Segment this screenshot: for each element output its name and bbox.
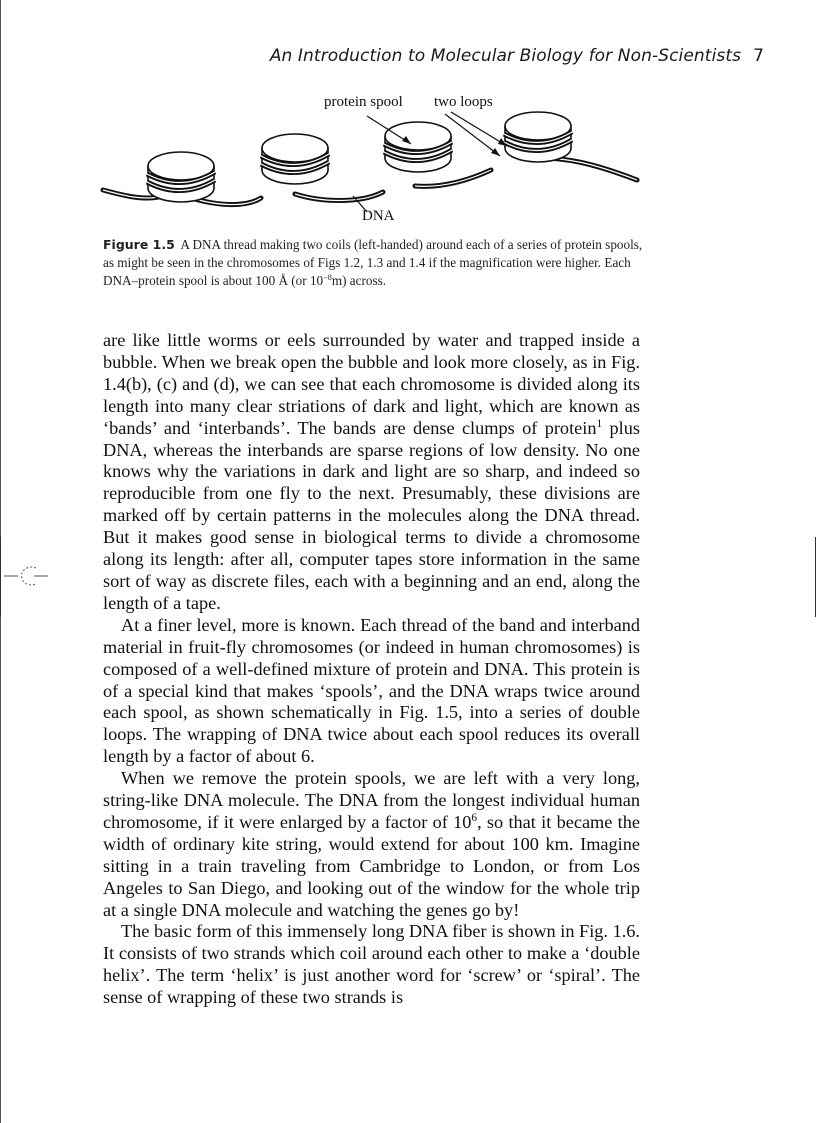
caption-text-end: m) across.	[331, 273, 387, 288]
paragraph-3-text-cont: , so that it became the width of ordinary kite string, would extend for about 100 km. Imagine sitting in a train traveling from Cambridge to London, or from Los Angeles to San Diego, and looking out of the window for the whole trip at a single DNA molecule and watching the genes go by!	[103, 811, 640, 920]
caption-exponent: −8	[323, 273, 332, 283]
paragraph-1-text: are like little worms or eels surrounded by water and trapped inside a bubble. When we break open the bubble and look more closely, as in Fig. 1.4(b), (c) and (d), we can see that each chromosome is divided along its length into many clear striations of dark and light, which are known as ‘bands’ and ‘interbands’. The bands are dense clumps of protein	[103, 330, 640, 438]
caption-text: A DNA thread making two coils (left-handed) around each of a series of protein spools, as might be seen in the chromosomes of Figs 1.2, 1.3 and 1.4 if the magnification were higher. Each DNA–protein spool is about 100 Å (or 10	[103, 237, 643, 288]
paragraph-4: The basic form of this immensely long DNA fiber is shown in Fig. 1.6. It consists of two strands which coil around each other to make a ‘double helix’. The term ‘helix’ is just another word for ‘screw’ or ‘spiral’. The sense of wrapping of these two strands is	[103, 921, 640, 1008]
footnote-ref-1: 1	[596, 417, 603, 430]
paragraph-2: At a finer level, more is known. Each thread of the band and interband material in fruit-fly chromosomes (or indeed in human chromosomes) is composed of a well-defined mixture of protein and DNA. This protein is of a special kind that makes ‘spools’, and the DNA wraps twice around each spool, as shown schematically in Fig. 1.5, into a series of double loops. The wrapping of DNA twice about each spool reduces its overall length by a factor of about 6.	[103, 614, 640, 767]
caption-label: Figure 1.5	[103, 237, 175, 252]
label-dna: DNA	[362, 208, 395, 224]
paragraph-3-text: When we remove the protein spools, we are left with a very long, string-like DNA molecule. The DNA from the longest individual human chromosome, if it were enlarged by a factor of 10	[103, 768, 640, 832]
figure-1-5	[95, 86, 645, 232]
protein-spool-4	[504, 112, 572, 162]
exponent-6: 6	[471, 812, 478, 825]
page-number: 7	[753, 46, 764, 66]
body-text	[103, 330, 640, 1009]
loop-pointer-2	[451, 112, 507, 146]
crop-mark-left	[0, 537, 1, 617]
loop-pointer-1	[445, 114, 500, 156]
figure-caption	[103, 236, 643, 290]
registration-mark-icon	[4, 564, 48, 588]
protein-spool-2	[261, 134, 329, 184]
label-protein-spool: protein spool	[324, 94, 403, 110]
paragraph-1	[103, 330, 640, 615]
paragraph-1-text-cont: plus DNA, whereas the interbands are sparse regions of low density. No one knows why the variations in dark and light are so sharp, and indeed so reproducible from one fly to the next. Presumably, these divisions are marked off by certain patterns in the molecules along the DNA thread. But it makes good sense in biological terms to divide a chromosome along its length: after all, computer tapes store information in the same sort of way as discrete files, each with a beginning and an end, along the length of a tape.	[103, 417, 640, 613]
paragraph-3	[103, 768, 640, 921]
label-two-loops: two loops	[434, 94, 493, 110]
book-title: An Introduction to Molecular Biology for Non-Scientists	[269, 46, 742, 66]
protein-spool-3	[384, 122, 452, 172]
protein-spool-1	[147, 152, 215, 202]
running-head	[270, 46, 764, 66]
